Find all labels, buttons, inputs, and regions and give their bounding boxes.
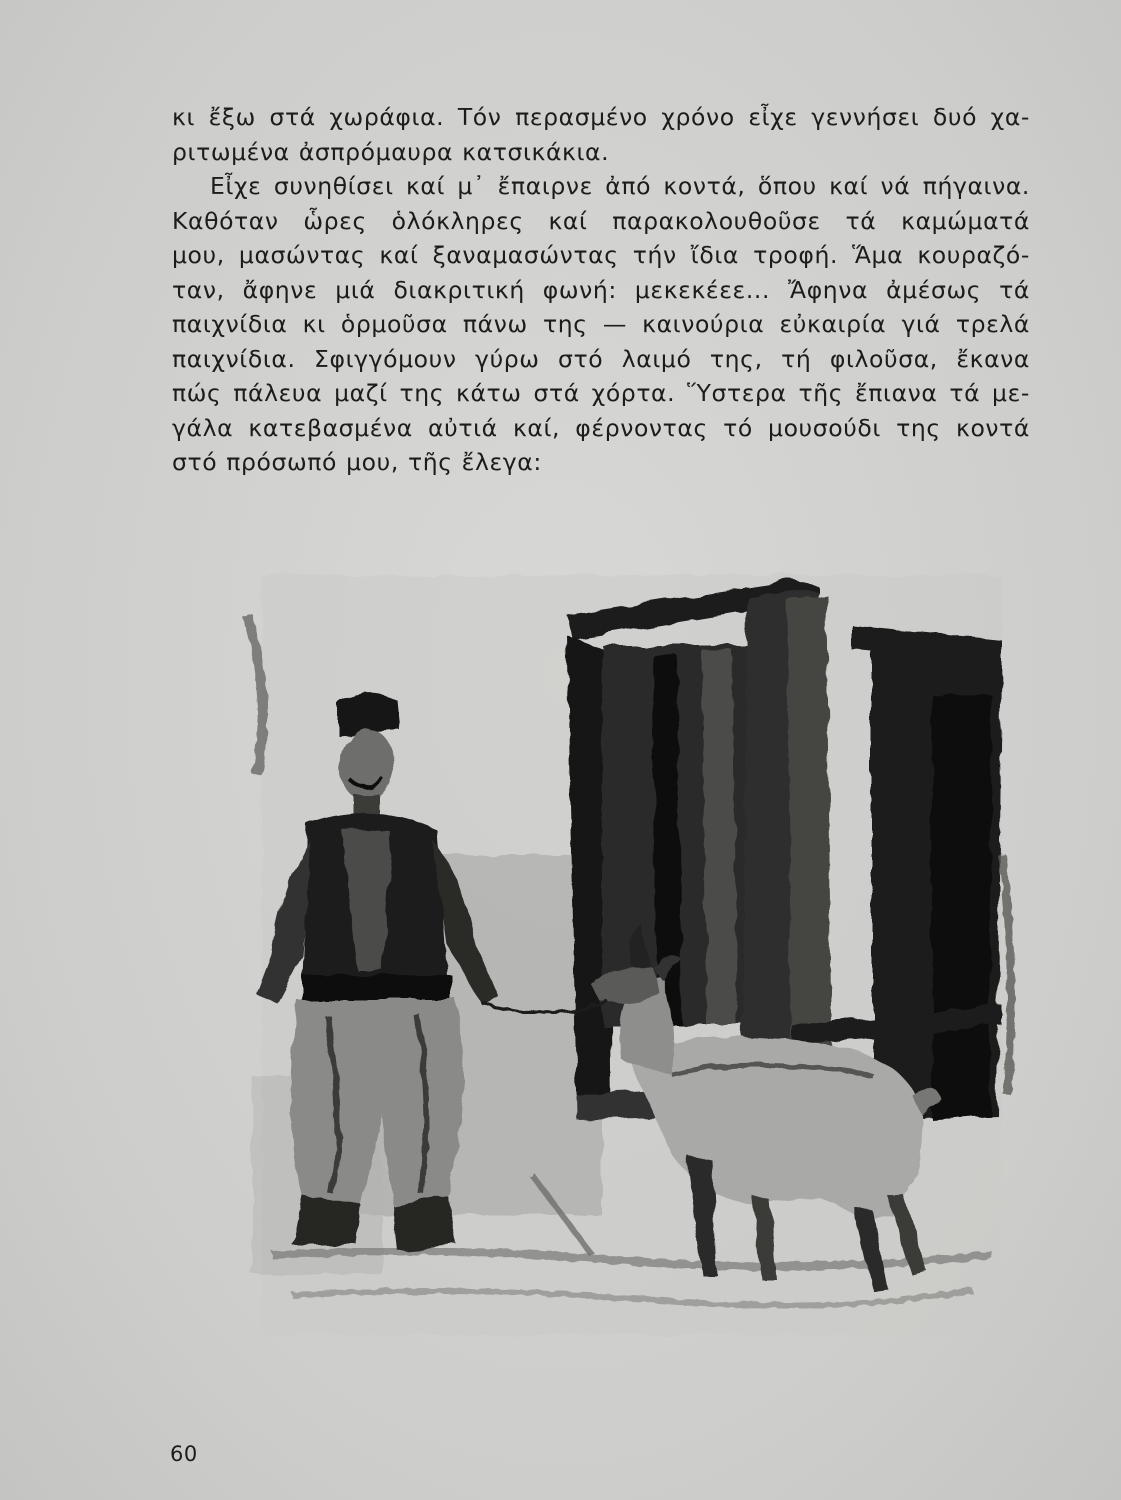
text-line: παιχνίδια. Σφιγγόμουν γύρω στό λαιμό της, τή φιλοῦσα, ἔκανα <box>172 344 1030 373</box>
text-line: γάλα κατεβασμένα αὐτιά καί, φέρνοντας τό μουσούδι της κοντά <box>172 413 1030 442</box>
text-line: ταν, ἄφηνε μιά διακριτική φωνή: μεκεκέεε... Ἄφηνα ἀμέσως τά <box>172 275 1030 304</box>
text-line: μου, μασώντας καί ξαναμασώντας τήν ἴδια τροφή. Ἅμα κουραζό- <box>172 241 1030 269</box>
text-line: παιχνίδια κι ὁρμοῦσα πάνω της — καινούρια εὐκαιρία γιά τρελά <box>172 310 1030 338</box>
page-number: 60 <box>170 1442 198 1466</box>
text-line: ριτωμένα ἀσπρόμαυρα κατσικάκια. <box>172 137 610 166</box>
text-line: πώς πάλευα μαζί της κάτω στά χόρτα. Ὕστερα τῆς ἔπιανα τά με- <box>172 379 1030 407</box>
text-line: Εἶχε συνηθίσει καί μ᾽ ἔπαιρνε ἀπό κοντά, ὅπου καί νά πήγαινα. <box>210 172 1030 200</box>
text-line: στό πρόσωπό μου, τῆς ἔλεγα: <box>172 448 542 476</box>
text-line: Καθόταν ὧρες ὁλόκληρες καί παρακολουθοῦσε τά καμώματά <box>172 206 1030 235</box>
text-line: κι ἔξω στά χωράφια. Τόν περασμένο χρόνο εἶχε γεννήσει δυό χα- <box>172 103 1030 131</box>
ink-illustration <box>232 555 1032 1355</box>
body-text <box>172 100 1030 480</box>
